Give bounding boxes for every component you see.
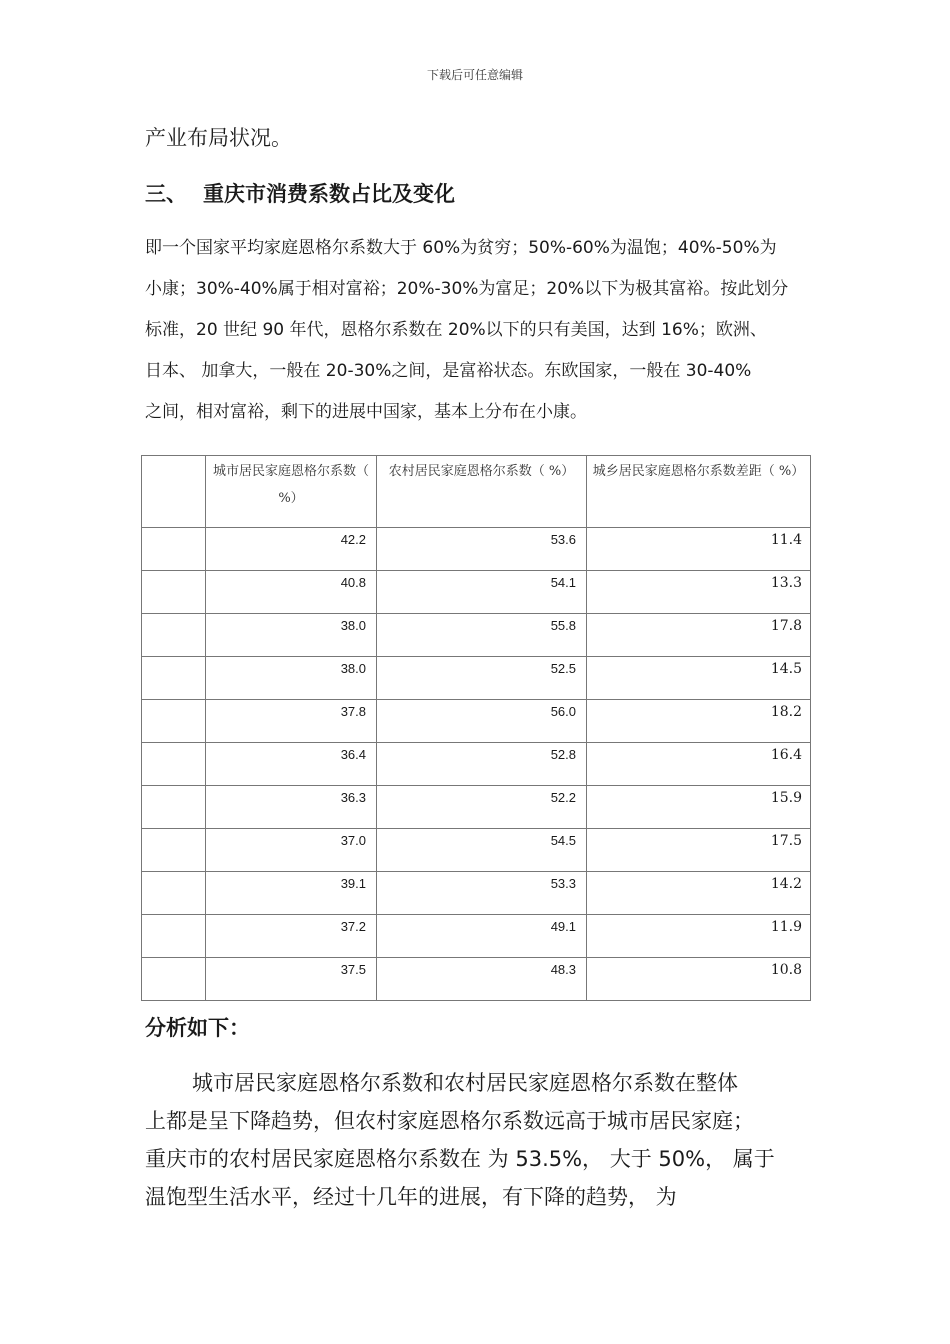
analysis-line: 温饱型生活水平，经过十几年的进展，有下降的趋势， 为 <box>145 1185 677 1209</box>
urban-coefficient-cell: 36.3 <box>206 786 377 829</box>
coefficient-gap-cell: 17.8 <box>587 614 811 657</box>
table-row <box>142 528 811 571</box>
coefficient-gap-cell: 16.4 <box>587 743 811 786</box>
rural-coefficient-cell: 55.8 <box>377 614 587 657</box>
table-row <box>142 915 811 958</box>
urban-coefficient-cell: 37.2 <box>206 915 377 958</box>
row-label-cell <box>142 872 206 915</box>
paragraph-line: 日本、 加拿大，一般在 20-30%之间，是富裕状态。东欧国家，一般在 30-40% <box>145 361 752 381</box>
table-row <box>142 829 811 872</box>
analysis-line: 上都是呈下降趋势，但农村家庭恩格尔系数远高于城市居民家庭； <box>145 1109 754 1133</box>
rural-coefficient-cell: 48.3 <box>377 958 587 1001</box>
row-label-cell <box>142 786 206 829</box>
analysis-line: 重庆市的农村居民家庭恩格尔系数在 为 53.5%， 大于 50%， 属于 <box>145 1147 775 1171</box>
urban-coefficient-cell: 37.8 <box>206 700 377 743</box>
paragraph-line: 之间，相对富裕，剩下的进展中国家，基本上分布在小康。 <box>145 402 587 422</box>
analysis-paragraph <box>145 1064 815 1216</box>
page-header: 下载后可任意编辑 <box>426 68 523 82</box>
table-row <box>142 700 811 743</box>
table-row <box>142 958 811 1001</box>
row-label-cell <box>142 700 206 743</box>
table-row <box>142 571 811 614</box>
row-label-cell <box>142 829 206 872</box>
urban-coefficient-cell: 39.1 <box>206 872 377 915</box>
urban-coefficient-cell: 36.4 <box>206 743 377 786</box>
row-label-cell <box>142 528 206 571</box>
urban-coefficient-cell: 37.5 <box>206 958 377 1001</box>
body-paragraph <box>145 228 815 433</box>
urban-coefficient-cell: 38.0 <box>206 657 377 700</box>
coefficient-gap-cell: 18.2 <box>587 700 811 743</box>
table-header-rural: 农村居民家庭恩格尔系数（ %） <box>377 456 587 528</box>
paragraph-line: 即一个国家平均家庭恩格尔系数大于 60%为贫穷；50%-60%为温饱；40%-50%为 <box>145 238 777 258</box>
rural-coefficient-cell: 56.0 <box>377 700 587 743</box>
rural-coefficient-cell: 53.6 <box>377 528 587 571</box>
coefficient-gap-cell: 15.9 <box>587 786 811 829</box>
table-row <box>142 743 811 786</box>
row-label-cell <box>142 743 206 786</box>
urban-coefficient-cell: 37.0 <box>206 829 377 872</box>
paragraph-line: 小康；30%-40%属于相对富裕；20%-30%为富足；20%以下为极其富裕。按此划分 <box>145 279 789 299</box>
coefficient-gap-cell: 11.4 <box>587 528 811 571</box>
row-label-cell <box>142 915 206 958</box>
section-number: 三、 <box>145 182 187 206</box>
coefficient-gap-cell: 13.3 <box>587 571 811 614</box>
engel-coefficient-table <box>141 455 811 1001</box>
urban-coefficient-cell: 40.8 <box>206 571 377 614</box>
urban-coefficient-cell: 42.2 <box>206 528 377 571</box>
rural-coefficient-cell: 49.1 <box>377 915 587 958</box>
table-row <box>142 657 811 700</box>
analysis-line: 城市居民家庭恩格尔系数和农村居民家庭恩格尔系数在整体 <box>192 1071 738 1095</box>
rural-coefficient-cell: 52.8 <box>377 743 587 786</box>
coefficient-gap-cell: 10.8 <box>587 958 811 1001</box>
rural-coefficient-cell: 54.1 <box>377 571 587 614</box>
urban-coefficient-cell: 38.0 <box>206 614 377 657</box>
rural-coefficient-cell: 52.2 <box>377 786 587 829</box>
row-label-cell <box>142 614 206 657</box>
table-header-blank <box>142 456 206 528</box>
analysis-title: 分析如下： <box>145 1016 250 1040</box>
section-title: 重庆市消费系数占比及变化 <box>203 182 455 206</box>
table-row <box>142 872 811 915</box>
rural-coefficient-cell: 54.5 <box>377 829 587 872</box>
rural-coefficient-cell: 53.3 <box>377 872 587 915</box>
row-label-cell <box>142 571 206 614</box>
table-header-row <box>142 456 811 528</box>
coefficient-gap-cell: 14.2 <box>587 872 811 915</box>
table-header-urban: 城市居民家庭恩格尔系数（ %） <box>206 456 377 528</box>
table-row <box>142 786 811 829</box>
paragraph-line: 标准，20 世纪 90 年代，恩格尔系数在 20%以下的只有美国，达到 16%；欧洲、 <box>145 320 767 340</box>
table-row <box>142 614 811 657</box>
section-heading <box>145 178 455 208</box>
coefficient-gap-cell: 11.9 <box>587 915 811 958</box>
row-label-cell <box>142 958 206 1001</box>
row-label-cell <box>142 657 206 700</box>
table-header-gap: 城乡居民家庭恩格尔系数差距（ %） <box>587 456 811 528</box>
lead-line: 产业布局状况。 <box>145 126 292 150</box>
coefficient-gap-cell: 14.5 <box>587 657 811 700</box>
rural-coefficient-cell: 52.5 <box>377 657 587 700</box>
coefficient-gap-cell: 17.5 <box>587 829 811 872</box>
